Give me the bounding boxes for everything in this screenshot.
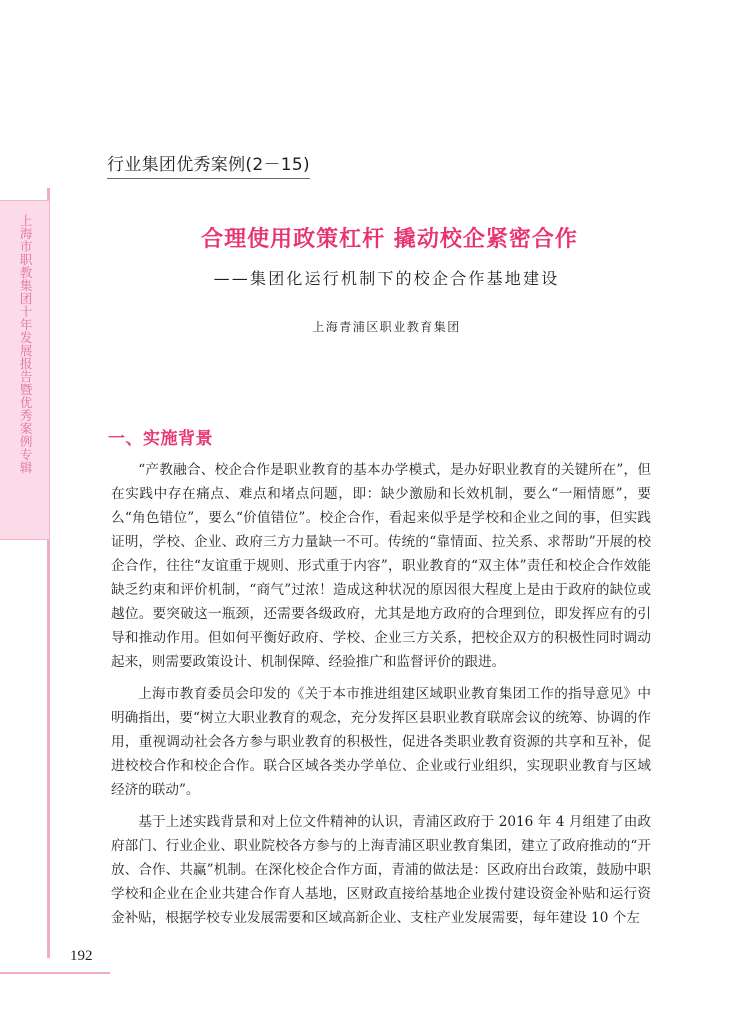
article-subtitle: ——集团化运行机制下的校企合作基地建设 (213, 269, 560, 288)
page-number: 192 (70, 948, 93, 964)
paragraph: 上海市教育委员会印发的《关于本市推进组建区域职业教育集团工作的指导意见》中明确指出，要“树立大职业教育的观念，充分发挥区县职业教育联席会议的统筹、协调的作用，重视调动社会各方参与职业教育的积极性，促进各类职业教育资源的共享和互补，促进校校合作和校企合作。联合区域各类办学单位、企业或行业组织，实现职业教育与区域经济的联动”。 (111, 686, 651, 798)
page-number-rule (0, 972, 110, 974)
paragraph: 基于上述实践背景和对上位文件精神的认识，青浦区政府于 2016 年 4 月组建了由政府部门、行业企业、职业院校各方参与的上海青浦区职业教育集团，建立了政府推动的“开放、合作、共赢”机制。在深化校企合作方面，青浦的做法是：区政府出台政策，鼓励中职学校和企业在企业共建合作育人基地，区财政直接给基地企业拨付建设资金补贴和运行资金补贴，根据学校专业发展需要和区域高新企业、支柱产业发展需要，每年建设 10 个左 (111, 814, 651, 926)
article-author: 上海青浦区职业教育集团 (312, 320, 461, 334)
section-heading: 一、实施背景 (108, 429, 213, 449)
side-tab-label: 上海市职教集团十年发展报告暨优秀案例专辑 (18, 214, 34, 474)
body-text (111, 458, 651, 938)
paragraph: “产教融合、校企合作是职业教育的基本办学模式，是办好职业教育的关键所在”，但在实践中存在痛点、难点和堵点问题，即：缺少激励和长效机制，要么“一厢情愿”，要么“角色错位”，要么“价值错位”。校企合作，看起来似乎是学校和企业之间的事，但实践证明，学校、企业、政府三方力量缺一不可。传统的“靠情面、拉关系、求帮助”开展的校企合作，往往“友谊重于规则、形式重于内容”，职业教育的“双主体”责任和校企合作效能缺乏约束和评价机制，“商气”过浓！造成这种状况的原因很大程度上是由于政府的缺位或越位。要突破这一瓶颈，还需要各级政府，尤其是地方政府的合理到位，即发挥应有的引导和推动作用。但如何平衡好政府、学校、企业三方关系，把校企双方的积极性同时调动起来，则需要政策设计、机制保障、经验推广和监督评价的跟进。 (111, 462, 651, 670)
section-tag: 行业集团优秀案例(2－15) (107, 150, 310, 179)
article-title: 合理使用政策杠杆 撬动校企紧密合作 (201, 226, 578, 252)
